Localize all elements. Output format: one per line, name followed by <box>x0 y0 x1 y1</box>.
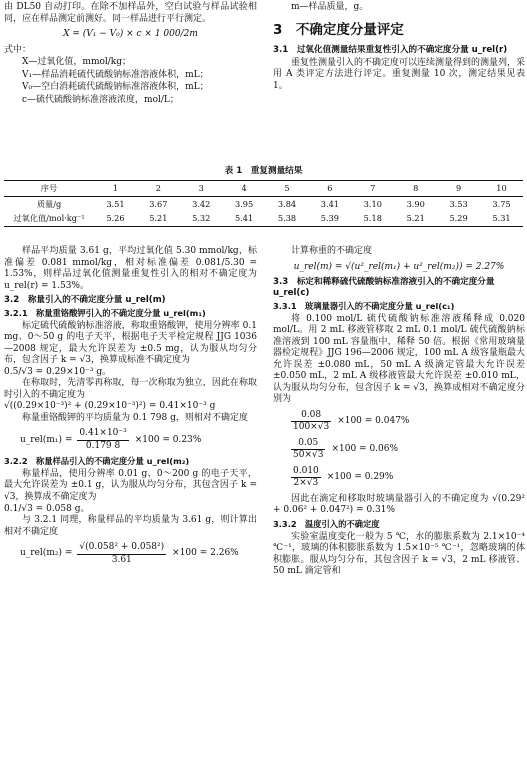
table-cell: 3.95 <box>235 198 254 209</box>
table-cell: 3.53 <box>449 198 468 209</box>
table-cell: 3.67 <box>149 198 168 209</box>
equation-lhs: u_rel(m₁) = <box>20 434 73 445</box>
variable-definition: m—样品质量，g。 <box>291 2 369 12</box>
equation-rhs: ×100 = 0.06% <box>331 444 399 455</box>
table-cell: 5.38 <box>266 211 309 226</box>
body-paragraph: 标定硫代硫酸钠标准溶液，称取重铬酸钾，使用分辨率 0.1 mg、0～50 g 的电子天平，根据电子天平检定规程 JJG 1036—2008 规定，最大允许误差为 ±0.5 mg，认为服从均匀分布，包含因子 k = √3，换算成标准不确定度为 <box>4 320 257 366</box>
formula-where-label: 式中： <box>4 44 32 55</box>
table-cell: 5.39 <box>308 211 351 226</box>
body-paragraph: 重复性测量引入的不确定度可以连续测量得到的测量列，采用 A 类评定方法进行评定。重复测量 10 次，测定结果见表 1。 <box>273 57 526 91</box>
table-cell: 5.21 <box>137 211 180 226</box>
fraction-numerator: 0.010 <box>291 466 321 479</box>
fraction <box>291 410 334 434</box>
table-header-cell: 10 <box>480 181 523 197</box>
equation-rhs: ×100 = 0.047% <box>337 416 410 427</box>
subsection-heading-3-1: 3.1 过氧化值测量结果重复性引入的不确定度分量 u_rel(r) <box>273 44 508 55</box>
table-cell: 3.42 <box>192 198 211 209</box>
right-column-top <box>273 2 525 92</box>
subsection-heading-3-2-1: 3.2.1 称量重铬酸钾引入的不确定度分量 u_rel(m₁) <box>4 308 206 319</box>
fraction-numerator: 0.05 <box>291 438 325 451</box>
equation-urel-m2 <box>4 542 257 566</box>
subsection-heading-3-2-2: 3.2.2 称量样品引入的不确定度分量 u_rel(m₂) <box>4 456 190 467</box>
body-paragraph: 样品平均质量 3.61 g，平均过氧化值 5.30 mmol/kg，标准偏差 0.081 mmol/kg，相对标准偏差 0.081/5.30 = 1.53%，则样品过氧化值测量重复性引入的相对不确定度为 u_rel(r) = 1.53%。 <box>4 246 257 291</box>
table-header-cell: 4 <box>223 181 266 197</box>
table-cell: 3.90 <box>406 198 425 209</box>
table-cell: 5.31 <box>480 211 523 226</box>
body-paragraph: 称量样品，使用分辨率 0.01 g、0～200 g 的电子天平，最大允许误差为 ±0.1 g，认为服从均匀分布，其包含因子 k = √3，换算成不确定度为 <box>4 468 257 502</box>
table-cell: 3.41 <box>320 198 340 209</box>
table-cell: 3.10 <box>363 198 382 209</box>
subsection-heading-3-3-2: 3.3.2 温度引入的不确定度 <box>273 518 380 529</box>
fraction <box>77 542 169 566</box>
table-header-cell: 8 <box>394 181 437 197</box>
inline-equation: 0.1/√3 = 0.058 g。 <box>4 503 90 514</box>
equation-urel-m1 <box>4 428 257 452</box>
table-cell: 3.51 <box>106 198 125 209</box>
body-paragraph: 实验室温度变化一般为 5 ℃，水的膨胀系数为 2.1×10⁻⁴ ℃⁻¹，玻璃的体积膨胀系数为 1.5×10⁻⁵ ℃⁻¹，忽略玻璃的体积膨胀。服从均匀分布，其包含因子 k = √3，2 mL 移液管、50 mL 滴定管和 <box>273 531 525 577</box>
fraction-denominator: 50×√3 <box>293 450 324 461</box>
table-header-cell: 9 <box>437 181 480 197</box>
right-column-bottom <box>273 246 525 578</box>
body-paragraph: 将 0.100 mol/L 硫代硫酸钠标准溶液稀释成 0.020 mol/L。用 2 mL 移液管移取 2 mL 0.1 mol/L 硫代硫酸钠标准溶液到 100 mL 容量瓶中，稀释 50 倍。根据《常用玻璃量器检定规程》JJG 196—2006 规定，100 mL A 级容量瓶最大允许误差 ±0.080 mL，50 mL A 级滴定管最大允许误差 ±0.050 mL，2 mL A 级移液管最大允许误差 ±0.010 mL，认为服从均匀分布，包含因子 k = √3，换算成相对不确定度分别为 <box>273 313 525 405</box>
body-paragraph: 在称取时，先清零再称取，每一次称取为独立，因此在称取时引入的不确定度为 <box>4 378 257 400</box>
inline-equation: √((0.29×10⁻³)² + (0.29×10⁻³)²) = 0.41×10⁻³ g <box>4 401 216 412</box>
equation-pipette <box>273 466 525 490</box>
table-row <box>4 196 523 211</box>
equation-flask <box>273 410 525 434</box>
table-cell: 5.21 <box>394 211 437 226</box>
section-heading-3: 3 不确定度分量评定 <box>273 21 404 38</box>
table-cell: 3.75 <box>492 198 511 209</box>
fraction-denominator: 3.61 <box>111 554 132 565</box>
table-title: 表 1 重复测量结果 <box>224 166 303 176</box>
fraction <box>77 428 131 452</box>
table-cell: 5.26 <box>94 211 137 226</box>
subsection-heading-3-3: 3.3 标定和稀释硫代硫酸钠标准溶液引入的不确定度分量 u_rel(c) <box>273 277 495 299</box>
equation-rhs: ×100 = 2.26% <box>172 548 239 559</box>
table-cell: 5.41 <box>223 211 266 226</box>
table-cell: 3.84 <box>277 198 297 209</box>
variable-definition: V₀—空白消耗硫代硫酸钠标准溶液体积，mL； <box>22 82 209 93</box>
body-paragraph: 称量重铬酸钾的平均质量为 0.1 798 g，则相对不确定度 <box>22 412 248 423</box>
intro-paragraph: 由 DL50 自动打印。在除不加样品外，空白试验与样品试验相同，应在样品测定前测好。同一样品进行平行测定。 <box>4 2 257 24</box>
variable-definition: V₁—样品消耗硫代硫酸钠标准溶液体积，mL； <box>22 69 209 80</box>
fraction-denominator: 2×√3 <box>293 478 319 489</box>
variable-definition: X—过氧化值，mmol/kg； <box>22 57 132 68</box>
table-row <box>4 211 523 226</box>
subsection-heading-3-3-1: 3.3.1 玻璃量器引入的不确定度分量 u_rel(c₁) <box>273 301 455 312</box>
body-paragraph: 因此在滴定和移取时玻璃量器引入的不确定度为 √(0.29² + 0.06² + 0.047²) = 0.31% <box>273 493 525 516</box>
fraction-numerator: 0.41×10⁻³ <box>77 428 128 441</box>
table-cell: 质量/g <box>36 198 62 209</box>
table-header-cell: 2 <box>137 181 180 197</box>
table-cell: 5.18 <box>351 211 394 226</box>
variable-definition: c—硫代硫酸钠标准溶液浓度，mol/L； <box>22 94 179 105</box>
table-cell: 5.32 <box>180 211 223 226</box>
table-header-cell: 1 <box>94 181 137 197</box>
equation-lhs: u_rel(m₂) = <box>20 548 73 559</box>
equation-rhs: ×100 = 0.29% <box>326 472 394 483</box>
formula-peroxide-value: X = (V₁ − V₀) × c × 1 000/2m <box>63 29 198 40</box>
subsection-heading-3-2: 3.2 称量引入的不确定度分量 u_rel(m) <box>4 295 166 306</box>
body-paragraph: 计算称重的不确定度 <box>291 246 373 256</box>
results-table <box>4 180 523 227</box>
fraction <box>291 466 324 490</box>
inline-equation: 0.5/√3 = 0.29×10⁻³ g。 <box>4 366 112 377</box>
fraction-denominator: 100×√3 <box>293 422 330 433</box>
repeat-measurement-table <box>4 166 523 227</box>
table-header-row <box>4 181 523 197</box>
body-paragraph: 与 3.2.1 同理，称量样品的平均质量为 3.61 g，则计算出相对不确定度 <box>4 515 257 537</box>
table-header-cell: 6 <box>308 181 351 197</box>
table-cell: 5.29 <box>437 211 480 226</box>
left-column-bottom <box>4 246 257 570</box>
fraction-numerator: √(0.058² + 0.058²) <box>77 542 166 555</box>
fraction-denominator: 0.179 8 <box>85 440 121 451</box>
equation-urel-m: u_rel(m) = √(u²_rel(m₁) + u²_rel(m₂)) = 2.27% <box>293 261 505 272</box>
table-cell: 过氧化值/mol·kg⁻¹ <box>4 211 94 226</box>
fraction <box>291 438 328 462</box>
table-header-cell: 3 <box>180 181 223 197</box>
equation-burette <box>273 438 525 462</box>
equation-rhs: ×100 = 0.23% <box>134 434 202 445</box>
table-header-cell: 序号 <box>4 181 94 197</box>
table-header-cell: 5 <box>266 181 309 197</box>
left-column-top <box>4 2 257 107</box>
fraction-numerator: 0.08 <box>291 410 331 423</box>
table-header-cell: 7 <box>351 181 394 197</box>
